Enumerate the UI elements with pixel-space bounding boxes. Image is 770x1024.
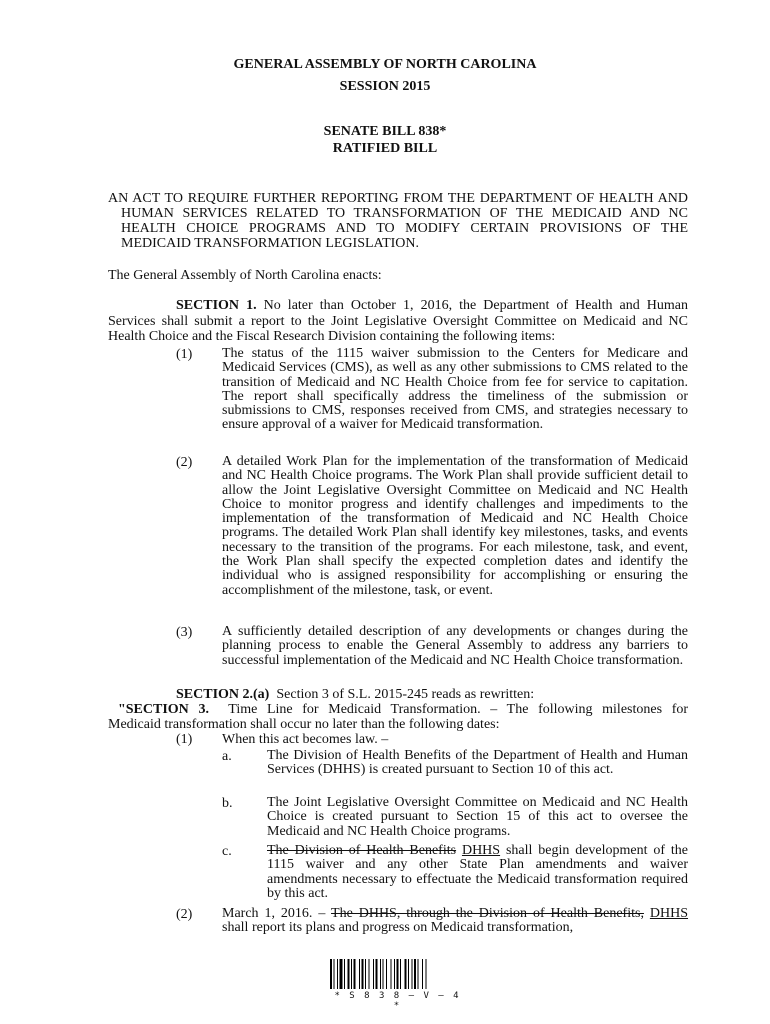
section-2a-label: SECTION 2.(a) <box>176 687 270 702</box>
section-3-continuation: Medicaid transformation shall occur no later than the following dates: <box>108 717 500 732</box>
milestone-1-text: When this act becomes law. – <box>222 732 389 747</box>
item-3-text: A sufficiently detailed description of any developments or changes during the planning process to enable the General Assembly to address any barriers to successful implementation of the Medicaid and NC Health Choice transformation. <box>222 624 688 668</box>
section-1-label: SECTION 1. <box>176 298 257 313</box>
subitem-a-text: The Division of Health Benefits of the Department of Health and Human Services (DHHS) is created pursuant to Section 10 of this act. <box>267 748 688 778</box>
subitem-c-text: The Division of Health Benefits DHHS shall begin development of the 1115 waiver and any other State Plan amendments and waiver amendments necessary to effectuate the Medicaid transformation required by this act. <box>267 843 689 901</box>
section-1-intro: SECTION 1. No later than October 1, 2016, the Department of Health and Human Services shall submit a report to the Joint Legislative Oversight Committee on Medicaid and NC Health Choice and the Fiscal Research Division containing the following items: <box>108 298 688 344</box>
milestone-1-number: (1) <box>176 732 193 747</box>
milestone-2-number: (2) <box>176 907 193 922</box>
ratified-heading: RATIFIED BILL <box>332 141 438 156</box>
barcode-caption: * S 8 3 8 – V – 4 * <box>334 991 461 1011</box>
item-2-number: (2) <box>176 455 193 470</box>
subitem-b-text: The Joint Legislative Oversight Committee on Medicaid and NC Health Choice is created pursuant to Section 15 of this act to oversee the Medicaid and NC Health Choice programs. <box>267 795 688 839</box>
stricken-text: The DHHS, through the Division of Health Benefits, <box>331 906 644 921</box>
subitem-c-letter: c. <box>222 844 232 859</box>
stricken-text: The Division of Health Benefits <box>267 843 457 858</box>
item-3-number: (3) <box>176 625 193 640</box>
bill-number-heading: SENATE BILL 838* <box>323 124 447 139</box>
item-2-text: A detailed Work Plan for the implementation of the transformation of Medicaid and NC Health Choice programs. The Work Plan shall provide sufficient detail to allow the Joint Legislative Oversight Committee on Medicaid and NC Health Choice to monitor progress and identify challenges and impediments to the implementation of the transformation of Medicaid and NC Health Choice programs. The detailed Work Plan shall identify key milestones, tasks, and events necessary to the transition of the programs. For each milestone, task, and event, the Work Plan shall specify the expected completion dates and identify the individual who is assigned responsibility for accomplishing or ensuring the accomplishment of the milestone, task, or event. <box>222 454 688 598</box>
subitem-a-letter: a. <box>222 749 232 764</box>
milestone-2-text: March 1, 2016. – The DHHS, through the Division of Health Benefits, DHHS shall report its plans and progress on Medicaid transformation, <box>222 906 689 936</box>
act-title: AN ACT TO REQUIRE FURTHER REPORTING FROM THE DEPARTMENT OF HEALTH AND HUMAN SERVICES RELATED TO TRANSFORMATION OF THE MEDICAID AND NC HEALTH CHOICE PROGRAMS AND TO MODIFY CERTAIN PROVISIONS OF THE MEDICAID TRANSFORMATION LEGISLATION. <box>108 191 688 251</box>
enacting-clause: The General Assembly of North Carolina enacts: <box>108 268 382 283</box>
section-3-label: "SECTION 3. <box>118 702 209 717</box>
section-3-heading: "SECTION 3. Time Line for Medicaid Transformation. – The following milestones for <box>118 702 689 717</box>
assembly-heading: GENERAL ASSEMBLY OF NORTH CAROLINA <box>233 57 537 72</box>
section-2a: SECTION 2.(a) Section 3 of S.L. 2015-245 reads as rewritten: <box>176 687 535 702</box>
inserted-text: DHHS <box>649 906 689 921</box>
item-1-text: The status of the 1115 waiver submission to the Centers for Medicare and Medicaid Services (CMS), as well as any other submissions to CMS related to the transition of Medicaid and NC Health Choice from fee for service to capitation. The report shall specifically address the timeliness of the submission or submissions to CMS, responses received from CMS, and strategies necessary to ensure approval of a waiver for Medicaid transformation. <box>222 346 688 433</box>
barcode-image <box>330 959 465 989</box>
session-heading: SESSION 2015 <box>339 79 431 94</box>
inserted-text: DHHS <box>461 843 501 858</box>
item-1-number: (1) <box>176 347 193 362</box>
subitem-b-letter: b. <box>222 796 233 811</box>
